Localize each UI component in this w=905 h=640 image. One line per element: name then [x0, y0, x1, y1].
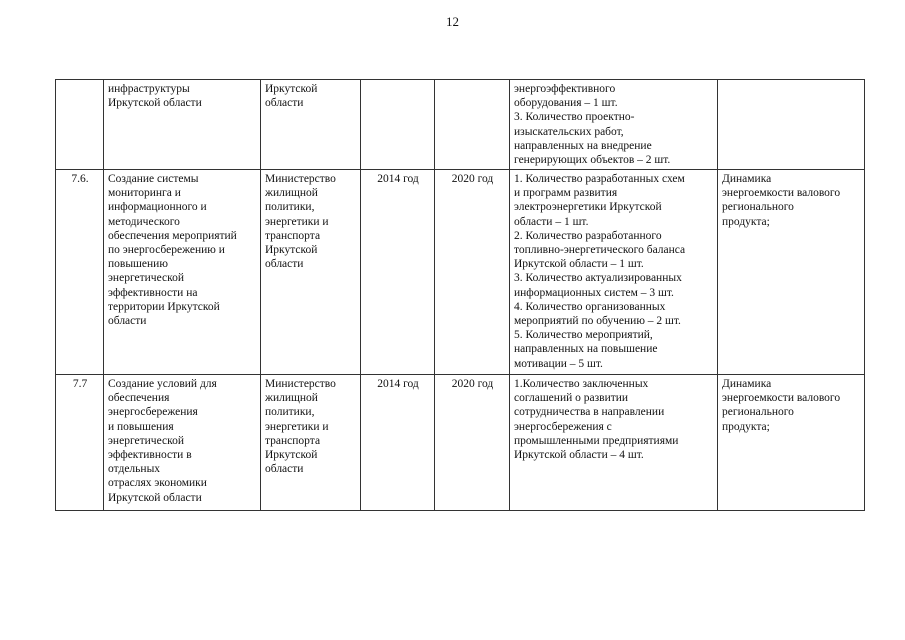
end-year-cell: 2020 год: [435, 375, 510, 511]
end-year-cell: 2020 год: [435, 170, 510, 375]
target-indicator-cell: Динамика энергоемкости валового регионального продукта;: [718, 375, 865, 511]
row-number-cell: [56, 80, 104, 170]
row-number-cell: 7.7: [56, 375, 104, 511]
end-year-cell: [435, 80, 510, 170]
measure-cell: инфраструктуры Иркутской области: [104, 80, 261, 170]
executor-cell: Иркутской области: [261, 80, 361, 170]
start-year-cell: [361, 80, 435, 170]
start-year-cell: 2014 год: [361, 375, 435, 511]
page-number: 12: [446, 14, 459, 29]
program-measures-table: [55, 79, 865, 511]
table-row: [56, 170, 865, 375]
measure-cell: Создание условий для обеспечения энергосбережения и повышения энергетической эффективности в отдельных отраслях экономики Иркутской области: [104, 375, 261, 511]
target-indicator-cell: [718, 80, 865, 170]
executor-cell: Министерство жилищной политики, энергетики и транспорта Иркутской области: [261, 375, 361, 511]
target-indicator-cell: Динамика энергоемкости валового регионального продукта;: [718, 170, 865, 375]
start-year-cell: 2014 год: [361, 170, 435, 375]
table-row: [56, 80, 865, 170]
indicators-cell: энергоэффективного оборудования – 1 шт. 3. Количество проектно- изыскательских работ, направленных на внедрение генерирующих объектов – 2 шт.: [510, 80, 718, 170]
executor-cell: Министерство жилищной политики, энергетики и транспорта Иркутской области: [261, 170, 361, 375]
indicators-cell: 1.Количество заключенных соглашений о развитии сотрудничества в направлении энергосбережения с промышленными предприятиями Иркутской области – 4 шт.: [510, 375, 718, 511]
row-number-cell: 7.6.: [56, 170, 104, 375]
measure-cell: Создание системы мониторинга и информационного и методического обеспечения мероприятий по энергосбережению и повышению энергетической эффективности на территории Иркутской области: [104, 170, 261, 375]
indicators-cell: 1. Количество разработанных схем и программ развития электроэнергетики Иркутской области – 1 шт. 2. Количество разработанного топливно-энергетического баланса Иркутской области – 1 шт. 3. Количество актуализированных информационных систем – 3 шт. 4. Количество организованных мероприятий по обучению – 2 шт. 5. Количество мероприятий, направленных на повышение мотивации – 5 шт.: [510, 170, 718, 375]
table-row: [56, 375, 865, 511]
